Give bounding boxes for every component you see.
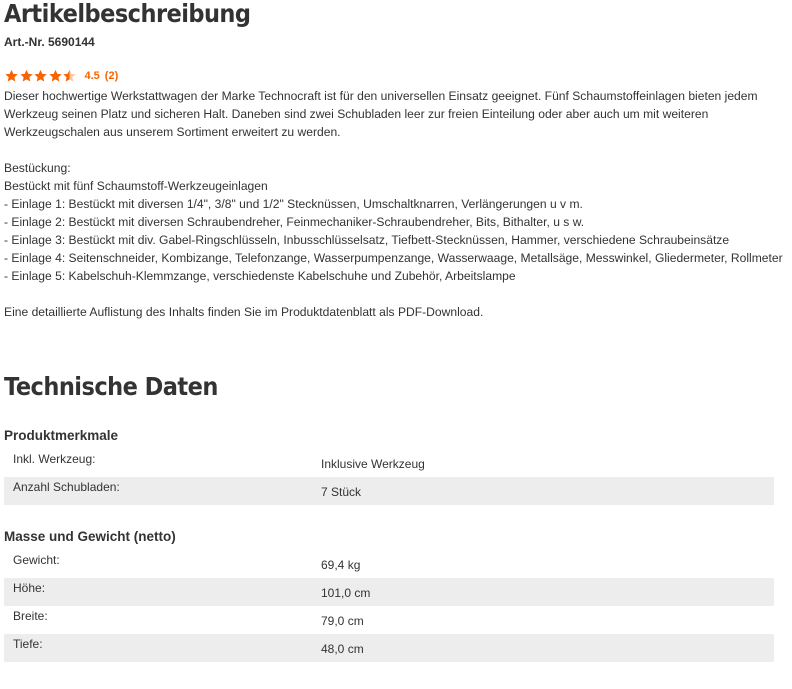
product-features-title: Produktmerkmale <box>4 428 119 443</box>
equipment-line: Bestückt mit fünf Schaumstoff-Werkzeugeinlagen <box>4 179 268 193</box>
spec-label: Höhe: <box>13 581 46 595</box>
spec-label: Gewicht: <box>13 553 60 567</box>
spec-value: 48,0 cm <box>321 642 364 656</box>
equipment-line: - Einlage 3: Bestückt mit div. Gabel-Ringschlüsseln, Inbusschlüsselsatz, Tiefbett-Stecknüssen, Hammer, verschiedene Schraubeinsätze <box>4 233 730 247</box>
dimensions-weight-table <box>4 550 774 662</box>
star-icon <box>33 69 48 83</box>
spec-label: Breite: <box>13 609 48 623</box>
description-body <box>4 87 784 321</box>
rating-count[interactable]: (2) <box>104 70 119 82</box>
article-number: Art.-Nr. 5690144 <box>4 35 95 49</box>
table-row <box>4 606 774 634</box>
technical-data-heading: Technische Daten <box>4 372 218 401</box>
spec-label: Anzahl Schubladen: <box>13 480 120 494</box>
table-row <box>4 449 774 477</box>
spec-value: Inklusive Werkzeug <box>321 457 425 471</box>
spec-label: Inkl. Werkzeug: <box>13 452 96 466</box>
equipment-line: - Einlage 4: Seitenschneider, Kombizange, Telefonzange, Wasserpumpenzange, Wasserwaage, Metallsäge, Messwinkel, Gliedermeter, Rollmeter <box>4 251 783 265</box>
star-half-icon <box>62 69 77 83</box>
star-icon <box>4 69 19 83</box>
table-row <box>4 578 774 606</box>
table-row <box>4 550 774 578</box>
star-icon <box>48 69 63 83</box>
article-description-heading: Artikelbeschreibung <box>4 0 251 28</box>
table-row <box>4 477 774 505</box>
dimensions-weight-title: Masse und Gewicht (netto) <box>4 529 176 544</box>
rating-widget[interactable] <box>4 68 118 84</box>
spec-value: 101,0 cm <box>321 586 371 600</box>
spec-value: 69,4 kg <box>321 558 361 572</box>
equipment-heading: Bestückung: <box>4 161 71 175</box>
equipment-line: - Einlage 2: Bestückt mit diversen Schraubendreher, Feinmechaniker-Schraubendreher, Bits, Bithalter, u s w. <box>4 215 585 229</box>
table-row <box>4 634 774 662</box>
pdf-download-note: Eine detaillierte Auflistung des Inhalts finden Sie im Produktdatenblatt als PDF-Download. <box>4 305 484 319</box>
spec-value: 7 Stück <box>321 485 362 499</box>
spec-label: Tiefe: <box>13 637 43 651</box>
rating-value[interactable]: 4.5 <box>84 70 100 82</box>
equipment-line: - Einlage 5: Kabelschuh-Klemmzange, verschiedenste Kabelschuhe und Zubehör, Arbeitslampe <box>4 269 516 283</box>
description-paragraph: Dieser hochwertige Werkstattwagen der Marke Technocraft ist für den universellen Einsatz geeignet. Fünf Schaumstoffeinlagen bieten jedem Werkzeug seinen Platz und sicheren Halt. Daneben sind zwei Schubladen leer zur freien Einteilung oder aber auch um mit weiteren Werkzeugschalen aus unserem Sortiment erweitert zu werden. <box>4 89 758 139</box>
spec-value: 79,0 cm <box>321 614 364 628</box>
star-icon <box>19 69 34 83</box>
equipment-line: - Einlage 1: Bestückt mit diversen 1/4", 3/8" und 1/2" Stecknüssen, Umschaltknarren, Verlängerungen u v m. <box>4 197 583 211</box>
rating-stars <box>4 69 77 83</box>
product-features-table <box>4 449 774 505</box>
